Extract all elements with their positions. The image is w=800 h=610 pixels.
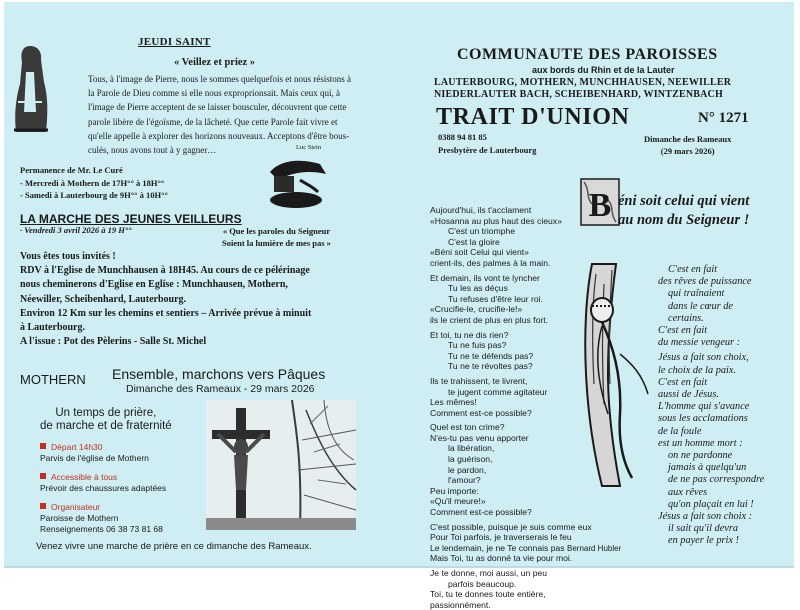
beni-line: éni soit celui qui vient [618, 193, 750, 209]
tagline-line: de marche et de fraternité [40, 420, 172, 432]
meditation-line: de la foule [658, 425, 702, 437]
cross-photo [206, 400, 356, 530]
poem-line: l'amour? [448, 475, 481, 486]
permanence-line: - Samedi à Lauterbourg de 9H°° à 10H°° [20, 190, 168, 200]
meditation-line: C'est en fait [668, 264, 718, 275]
body-line: Environ 12 Km sur les chemins et sentiers – Arrivée prévue à minuit [20, 307, 312, 319]
meditation-line: en payer le prix ! [668, 535, 739, 547]
phone-number: 0388 94 81 85 [438, 132, 487, 142]
poem-line: Tu ne fuis pas? [448, 340, 507, 351]
bulletin-number: N° 1271 [698, 110, 749, 126]
meditation-line: C'est en fait [658, 325, 708, 337]
flyer-place: MOTHERN [20, 372, 86, 387]
flyer-date: Dimanche des Rameaux - 29 mars 2026 [126, 383, 315, 395]
sunday-block [644, 133, 731, 157]
flyer-info-accessible [40, 472, 166, 494]
meditation-line: dans le cœur de [668, 300, 733, 312]
meditation-text [658, 264, 764, 548]
info-title: Organisateur [51, 502, 101, 512]
info-detail: Prévoir des chaussures adaptées [40, 483, 167, 493]
text-line: l'image de Pierre acceptent de se laisser bousculer, découvrent que cette [88, 102, 347, 113]
text-line: qu'elle appelle à explorer des horizons nouveaux. Acceptons d'être bous- [88, 130, 350, 141]
header-title: COMMUNAUTE DES PAROISSES [457, 46, 718, 63]
marche-jeunes-body [20, 250, 311, 349]
poem-line: N'es-tu pas venu apporter [430, 432, 529, 443]
meditation-line: Jésus a fait son choix : [658, 511, 753, 523]
meditation-line: aussi de Jésus. [658, 389, 719, 401]
christ-figure-illustration [572, 264, 654, 486]
quote-line: « Que les paroles du Seigneur [222, 226, 331, 236]
text-line: parole libère de l'égoïsme, de la lâcheté. Que cette Parole fait vivre et [88, 116, 338, 127]
poem-line: Aujourd'hui, ils t'acclament [430, 205, 532, 215]
info-title: Accessible à tous [51, 472, 118, 482]
bullet-icon [40, 473, 46, 479]
poem-line: la guérison, [448, 454, 493, 465]
info-detail: Parvis de l'église de Mothern [40, 453, 149, 463]
svg-text:B: B [588, 187, 612, 224]
meditation-line: C'est en fait [658, 376, 708, 388]
poem-line: «Hosanna au plus haut des cieux» [430, 215, 562, 226]
praying-figure-illustration [8, 42, 52, 137]
sunday-date: (29 mars 2026) [660, 146, 715, 156]
poem-line: ils le crient de plus en plus fort. [430, 314, 548, 325]
presbytere: Presbytère de Lauterbourg [438, 145, 537, 155]
marche-jeunes-quote [222, 225, 331, 249]
meditation-line: est un homme mort : [658, 437, 743, 449]
poem-line: C'est la gloire [448, 236, 500, 247]
flyer-info-depart [40, 442, 149, 464]
text-line: culés, nous avons tout à y gagner… [88, 145, 217, 156]
poem-line: C'est possible, puisque je suis comme eux [430, 521, 592, 532]
bulletin-name: TRAIT D'UNION [436, 104, 630, 130]
poem-line: Tu ne te défends pas? [448, 350, 534, 361]
villages-line: NIEDERLAUTER BACH, SCHEIBENHARD, WINTZENBACH [434, 89, 723, 100]
body-line: Vous êtes tous invités ! [20, 251, 116, 262]
meditation-line: aux rêves [668, 486, 708, 498]
villages-line: LAUTERBOURG, MOTHERN, MUNCHHAUSEN, NEEWILLER [434, 77, 732, 88]
meditation-line: du messie vengeur : [658, 337, 741, 349]
permanence-title: Permanence de Mr. Le Curé [20, 165, 123, 175]
poem-line: «Qu'il meure!» [430, 496, 486, 507]
beni-line: au nom du Seigneur ! [618, 212, 750, 228]
poem-line: Pour Toi parfois, je traverserais le feu [430, 532, 572, 543]
meditation-line: le choix de la paix. [658, 364, 737, 376]
poem-line: Tu ne te révoltes pas? [448, 361, 533, 372]
poem-line: Les mêmes! [430, 397, 477, 408]
poem-line: Je te donne, moi aussi, un peu [430, 568, 548, 578]
text-line: Tous, à l'image de Pierre, nous le sommes quelquefois et nous résistons à [88, 74, 351, 84]
poem-line: Quel est ton crime? [430, 422, 505, 433]
poem-line: «Crucifie-le, crucifie-le!» [430, 304, 523, 315]
meditation-line: de ne pas correspondre [668, 474, 765, 486]
body-line: A l'issue : Pot des Pèlerins - Salle St. Michel [20, 336, 207, 348]
signature: Luc Stein [296, 144, 322, 151]
text-line: la Parole de Dieu comme si elle nous exproprionsait. Mais ceux qui, à [88, 88, 340, 99]
poem-line: Comment est-ce possible? [430, 407, 532, 418]
marche-jeunes-title: LA MARCHE DES JEUNES VEILLEURS [20, 212, 242, 226]
permanence-line: - Mercredi à Mothern de 17H°° à 18H°° [20, 177, 165, 188]
flyer-info-organisateur [40, 502, 163, 535]
poem-line: Tu les as déçus [448, 283, 508, 294]
meditation-line: on ne pardonne [668, 450, 733, 462]
poem-line: Et toi, tu ne dis rien? [430, 329, 509, 340]
veillez-subtitle: « Veillez et priez » [174, 57, 256, 68]
flyer-footer: Venez vivre une marche de prière en ce dimanche des Rameaux. [36, 541, 312, 552]
poem-author: Bernard Hubler [567, 544, 622, 553]
poem-line: Et demain, ils vont te lyncher [430, 272, 540, 283]
meditation-line: qu'on plaçait en lui ! [668, 498, 754, 510]
beni-heading [618, 192, 749, 230]
poem-line: «Béni soit Celui qui vient» [430, 247, 529, 258]
poem-line: Toi, tu te donnes toute entière, [430, 589, 546, 600]
bullet-icon [40, 503, 46, 509]
info-extra: Renseignements 06 38 73 81 68 [40, 524, 163, 534]
quote-line: Soient la lumière de mes pas » [222, 238, 331, 248]
tagline-line: Un temps de prière, [55, 407, 157, 419]
poem-line: Peu importe: [430, 485, 479, 496]
meditation-line: L'homme qui s'avance [658, 401, 750, 413]
bullet-icon [40, 443, 46, 449]
info-detail: Paroisse de Mothern [40, 513, 119, 523]
poem-line: crient-ils, des palmes à la main. [430, 257, 551, 268]
poem-line: C'est un triomphe [448, 226, 516, 237]
header-villages [434, 77, 731, 101]
poem-line: Comment est-ce possible? [430, 507, 532, 518]
sunday-name: Dimanche des Rameaux [644, 134, 732, 144]
jeudi-saint-title: JEUDI SAINT [138, 36, 211, 48]
meditation-line: il sait qu'il devra [668, 523, 738, 535]
body-line: à Lauterbourg. [20, 322, 85, 334]
poem-line: passionnément. [430, 599, 491, 610]
poem-line: Ils te trahissent, te livrent, [430, 375, 528, 386]
poem-line: Tu refuses d'être leur roi. [448, 293, 543, 304]
poem-line: te jugent comme agitateur [448, 386, 548, 397]
meditation-line: Jésus a fait son choix, [658, 352, 749, 364]
body-line: Néewiller, Scheibenhard, Lauterbourg. [20, 293, 187, 305]
foot-washing-illustration [260, 152, 332, 214]
poem-line: le pardon, [448, 464, 487, 475]
contact-block [438, 131, 536, 157]
poem-line: la libération, [448, 443, 495, 454]
meditation-line: des rêves de puissance [658, 276, 752, 288]
poem-line: parfois beaucoup. [448, 578, 517, 589]
permanence-block [20, 164, 168, 202]
bulletin-sheet [4, 2, 794, 610]
meditation-line: sous les acclamations [658, 413, 748, 425]
flyer-tagline [40, 407, 172, 433]
poem-line: Le lendemain, je ne Te connais pas [430, 542, 565, 553]
poem-line: Mais Toi, tu as donné ta vie pour moi. [430, 553, 573, 564]
meditation-line: jamais à quelqu'un [668, 462, 747, 474]
meditation-line: qui traînaient [668, 288, 725, 300]
body-line: nous cheminerons d'Eglise en Eglise : Munchhausen, Mothern, [20, 279, 288, 291]
info-title: Départ 14h30 [51, 442, 103, 452]
body-line: RDV à l'Eglise de Munchhausen à 18H45. Au cours de ce pélérinage [20, 265, 310, 277]
header-subtitle: aux bords du Rhin et de la Lauter [532, 65, 675, 75]
flyer-title: Ensemble, marchons vers Pâques [112, 366, 326, 382]
meditation-line: certains. [668, 312, 704, 324]
marche-jeunes-date: · Vendredi 3 avril 2026 à 19 H°° [20, 225, 132, 235]
